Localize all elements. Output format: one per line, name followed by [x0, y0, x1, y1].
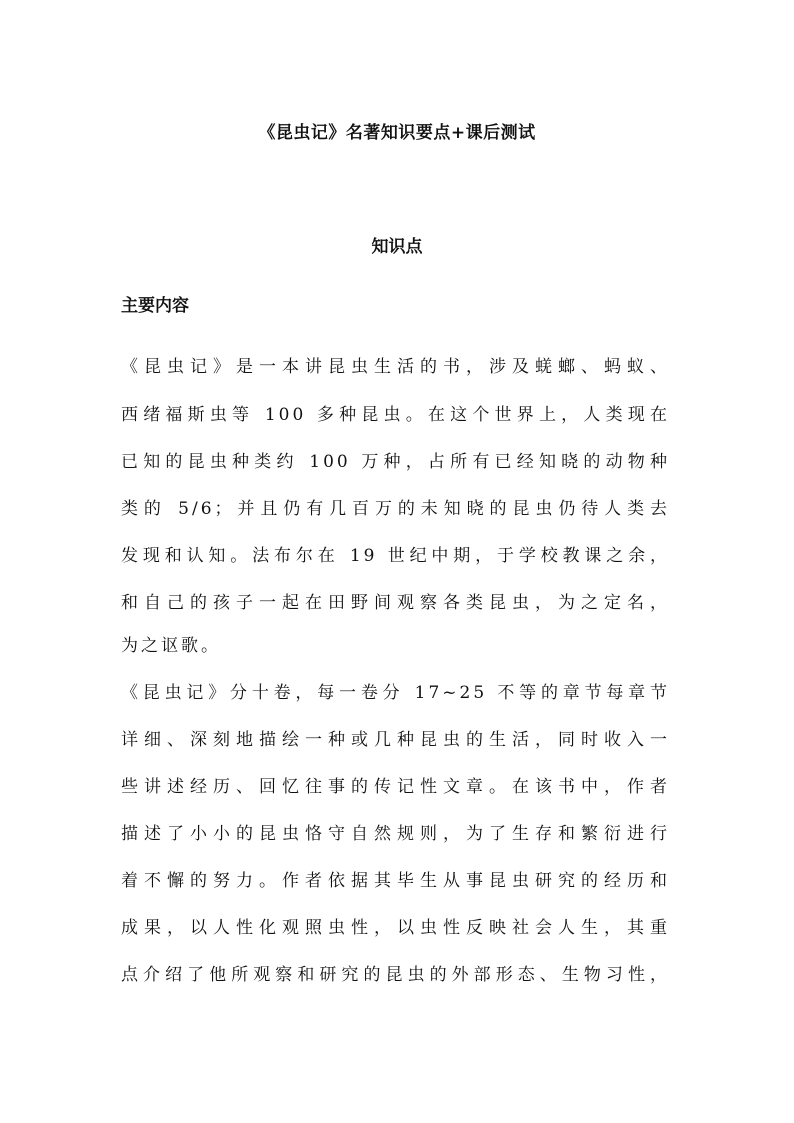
paragraph-line: 和自己的孩子一起在田野间观察各类昆虫，为之定名，: [121, 593, 670, 613]
paragraph-line: 描述了小小的昆虫恪守自然规则，为了生存和繁衍进行: [121, 824, 670, 844]
paragraph-line: 《昆虫记》是一本讲昆虫生活的书，涉及蜣螂、蚂蚁、: [121, 357, 670, 377]
section-title: 知识点: [371, 237, 423, 257]
paragraph-line: 类的 5/6；并且仍有几百万的未知晓的昆虫仍待人类去: [121, 499, 670, 519]
paragraph-line: 为之讴歌。: [121, 636, 221, 656]
paragraph-line: 发现和认知。法布尔在 19 世纪中期，于学校教课之余，: [121, 546, 670, 566]
paragraph-line: 点介绍了他所观察和研究的昆虫的外部形态、生物习性，: [121, 965, 670, 985]
document-title: 《昆虫记》名著知识要点+课后测试: [258, 123, 536, 143]
sub-heading: 主要内容: [121, 296, 189, 316]
paragraph-line: 成果，以人性化观照虫性，以虫性反映社会人生，其重: [121, 918, 670, 938]
paragraph-line: 详细、深刻地描绘一种或几种昆虫的生活，同时收入一: [121, 730, 670, 750]
paragraph-line: 些讲述经历、回忆往事的传记性文章。在该书中，作者: [121, 777, 670, 797]
paragraph-line: 着不懈的努力。作者依据其毕生从事昆虫研究的经历和: [121, 871, 670, 891]
paragraph-line: 已知的昆虫种类约 100 万种，占所有已经知晓的动物种: [121, 452, 670, 472]
paragraph-line: 《昆虫记》分十卷，每一卷分 17~25 不等的章节每章节: [121, 683, 670, 703]
paragraph-line: 西绪福斯虫等 100 多种昆虫。在这个世界上，人类现在: [121, 405, 670, 425]
